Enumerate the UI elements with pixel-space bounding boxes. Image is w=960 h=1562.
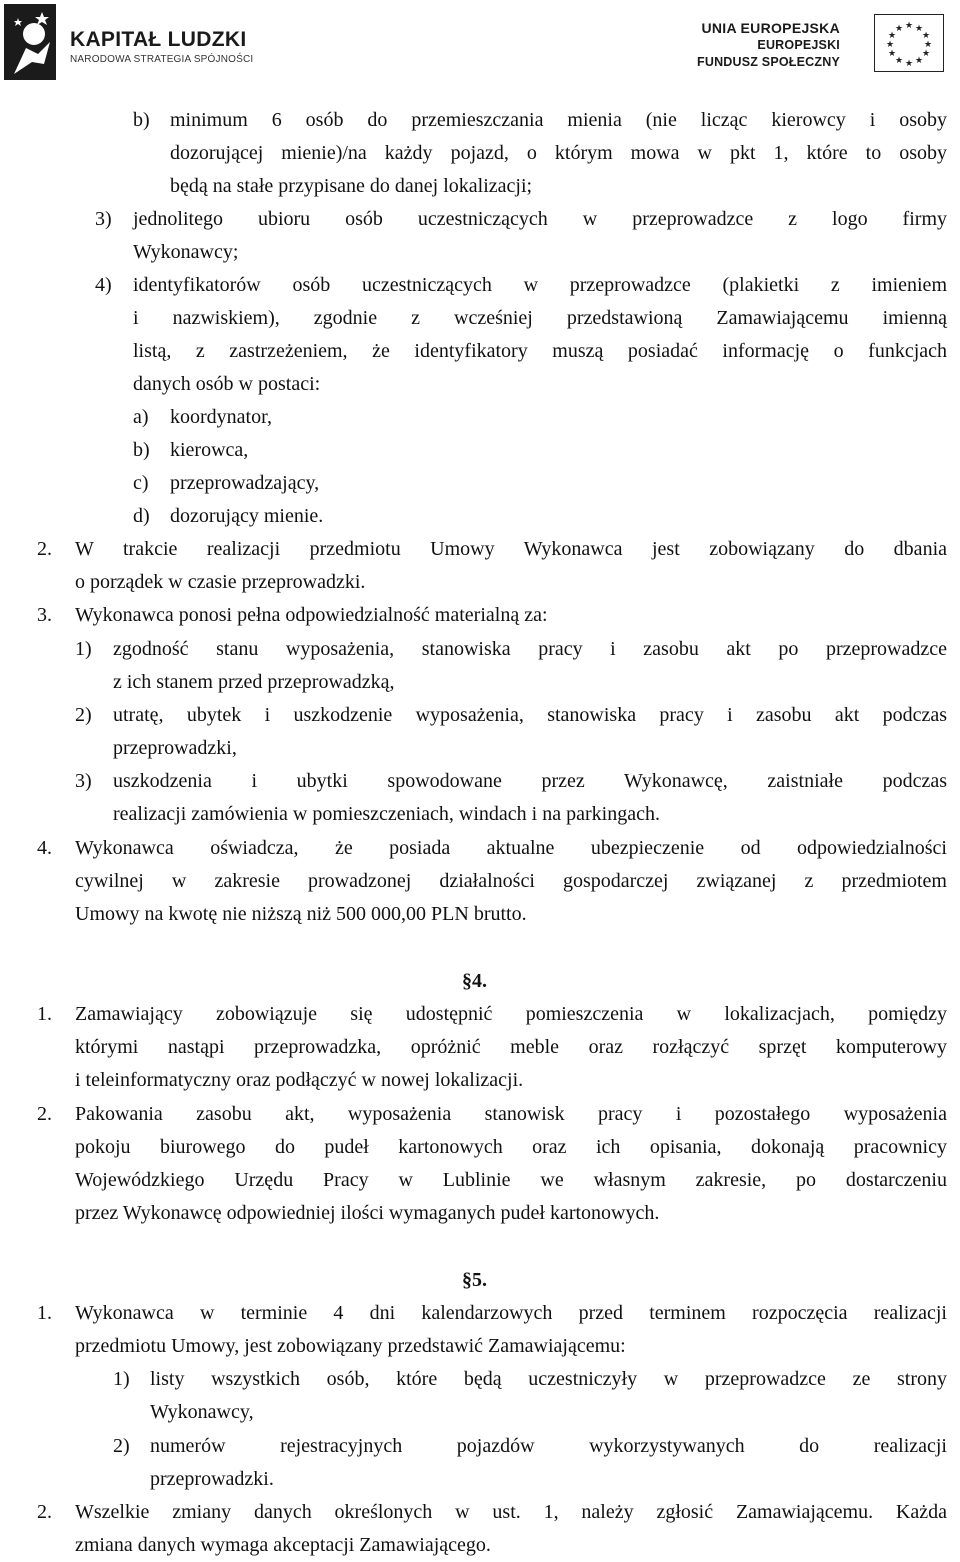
svg-text:★: ★: [914, 24, 924, 34]
section-heading: §5.: [462, 1269, 487, 1291]
text-line: dozorujący mienie.: [170, 505, 324, 527]
list-marker: b): [133, 439, 150, 461]
text-line: zmiana danych wymaga akceptacji Zamawiającego.: [75, 1534, 491, 1556]
svg-text:★: ★: [921, 31, 931, 41]
text-line: i teleinformatyczny oraz podłączyć w nowej lokalizacji.: [75, 1069, 524, 1091]
kapital-ludzki-title: KAPITAŁ LUDZKI: [70, 28, 247, 51]
text-line: którymi nastąpi przeprowadzka, opróżnić meble oraz rozłączyć sprzęt komputerowy: [75, 1036, 947, 1058]
list-marker: 4.: [37, 837, 52, 859]
text-line: przez Wykonawcę odpowiedniej ilości wymaganych pudeł kartonowych.: [75, 1202, 660, 1224]
list-marker: 1): [75, 638, 92, 660]
list-marker: 3): [75, 770, 92, 792]
text-line: Wykonawca w terminie 4 dni kalendarzowych przed terminem rozpoczęcia realizacji: [75, 1302, 947, 1324]
text-line: Wykonawcy;: [133, 241, 239, 263]
svg-text:★: ★: [904, 21, 914, 31]
text-line: o porządek w czasie przeprowadzki.: [75, 571, 366, 593]
text-line: jednolitego ubioru osób uczestniczących w przeprowadzce z logo firmy: [133, 208, 947, 230]
kapital-ludzki-subtitle: NARODOWA STRATEGIA SPÓJNOŚCI: [70, 54, 254, 65]
text-line: danych osób w postaci:: [133, 373, 321, 395]
list-marker: 3.: [37, 604, 52, 626]
kapital-ludzki-emblem-icon: [4, 4, 56, 80]
text-line: zgodność stanu wyposażenia, stanowiska pracy i zasobu akt po przeprowadzce: [113, 638, 947, 660]
list-marker: a): [133, 406, 149, 428]
list-marker: 2): [113, 1435, 130, 1457]
text-line: Wykonawca oświadcza, że posiada aktualne ubezpieczenie od odpowiedzialności: [75, 837, 947, 859]
list-marker: 4): [95, 274, 112, 296]
text-line: pokoju biurowego do pudeł kartonowych oraz ich opisania, dokonają pracownicy: [75, 1136, 947, 1158]
text-line: realizacji zamówienia w pomieszczeniach, windach i na parkingach.: [113, 803, 660, 825]
list-marker: b): [133, 109, 150, 131]
eu-logo-line3: FUNDUSZ SPOŁECZNY: [697, 55, 840, 69]
svg-text:★: ★: [894, 56, 904, 66]
text-line: Umowy na kwotę nie niższą niż 500 000,00 PLN brutto.: [75, 903, 527, 925]
text-line: z ich stanem przed przeprowadzką,: [113, 671, 395, 693]
list-marker: 2.: [37, 538, 52, 560]
list-marker: 1.: [37, 1302, 52, 1324]
eu-logo-line1: UNIA EUROPEJSKA: [701, 20, 840, 36]
text-line: Wykonawcy,: [150, 1401, 254, 1423]
svg-text:★: ★: [885, 40, 895, 50]
text-line: Zamawiający zobowiązuje się udostępnić pomieszczenia w lokalizacjach, pomiędzy: [75, 1003, 947, 1025]
text-line: przeprowadzający,: [170, 472, 320, 494]
text-line: będą na stałe przypisane do danej lokalizacji;: [170, 175, 533, 197]
section-heading: §4.: [462, 970, 487, 992]
eu-flag-icon: [874, 14, 944, 72]
text-line: przeprowadzki.: [150, 1468, 274, 1490]
list-marker: d): [133, 505, 150, 527]
svg-text:★: ★: [914, 56, 924, 66]
text-line: Pakowania zasobu akt, wyposażenia stanowisk pracy i pozostałego wyposażenia: [75, 1103, 947, 1125]
text-line: numerów rejestracyjnych pojazdów wykorzystywanych do realizacji: [150, 1435, 947, 1457]
list-marker: 1.: [37, 1003, 52, 1025]
list-marker: 1): [113, 1368, 130, 1390]
text-line: listy wszystkich osób, które będą uczestniczyły w przeprowadzce ze strony: [150, 1368, 947, 1390]
text-line: przedmiotu Umowy, jest zobowiązany przedstawić Zamawiającemu:: [75, 1335, 626, 1357]
text-line: kierowca,: [170, 439, 249, 461]
text-line: koordynator,: [170, 406, 272, 428]
text-line: Wszelkie zmiany danych określonych w ust. 1, należy zgłosić Zamawiającemu. Każda: [75, 1501, 947, 1523]
list-marker: 2): [75, 704, 92, 726]
text-line: W trakcie realizacji przedmiotu Umowy Wykonawca jest zobowiązany do dbania: [75, 538, 947, 560]
text-line: przeprowadzki,: [113, 737, 237, 759]
svg-text:★: ★: [894, 24, 904, 34]
text-line: cywilnej w zakresie prowadzonej działalności gospodarczej związanej z przedmiotem: [75, 870, 947, 892]
text-line: listą, z zastrzeżeniem, że identyfikatory muszą posiadać informację o funkcjach: [133, 340, 947, 362]
text-line: dozorującej mienie)/na każdy pojazd, o którym mowa w pkt 1, które to osoby: [170, 142, 947, 164]
text-line: utratę, ubytek i uszkodzenie wyposażenia, stanowiska pracy i zasobu akt podczas: [113, 704, 947, 726]
list-marker: 2.: [37, 1103, 52, 1125]
svg-text:★: ★: [887, 31, 897, 41]
svg-text:★: ★: [923, 40, 933, 50]
svg-text:★: ★: [904, 59, 914, 69]
list-marker: 2.: [37, 1501, 52, 1523]
svg-text:★: ★: [887, 49, 897, 59]
text-line: uszkodzenia i ubytki spowodowane przez Wykonawcę, zaistniałe podczas: [113, 770, 947, 792]
svg-text:★: ★: [921, 49, 931, 59]
text-line: Wykonawca ponosi pełna odpowiedzialność materialną za:: [75, 604, 548, 626]
kapital-ludzki-logo: [4, 4, 254, 80]
text-line: minimum 6 osób do przemieszczania mienia (nie licząc kierowcy i osoby: [170, 109, 947, 131]
eu-logo-text: [697, 20, 840, 71]
eu-logo-line2: EUROPEJSKI: [757, 38, 840, 52]
eu-logo: [690, 8, 952, 74]
list-marker: 3): [95, 208, 112, 230]
text-line: identyfikatorów osób uczestniczących w przeprowadzce (plakietki z imieniem: [133, 274, 947, 296]
text-line: Wojewódzkiego Urzędu Pracy w Lublinie we własnym zakresie, po dostarczeniu: [75, 1169, 947, 1191]
text-line: i nazwiskiem), zgodnie z wcześniej przedstawioną Zamawiającemu imienną: [133, 307, 947, 329]
list-marker: c): [133, 472, 149, 494]
